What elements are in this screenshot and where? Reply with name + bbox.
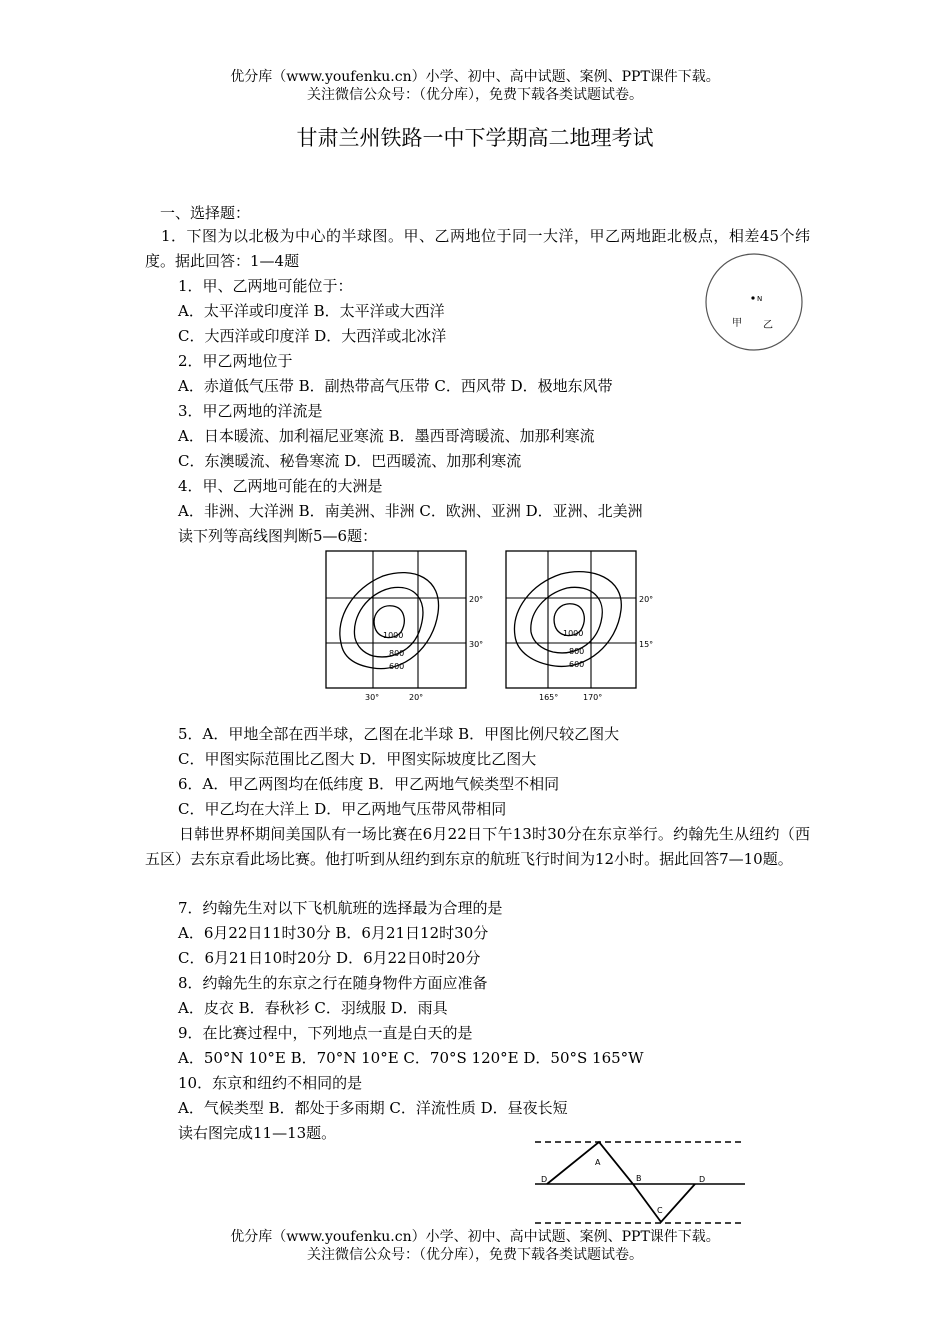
question-line: 5．A．甲地全部在西半球，乙图在北半球 B．甲图比例尺较乙图大: [178, 725, 620, 743]
question-line: 10．东京和纽约不相同的是: [178, 1074, 363, 1092]
page-footer-line1: 优分库（www.youfenku.cn）小学、初中、高中试题、案例、PPT课件下载。: [230, 1229, 720, 1245]
section-figure: [533, 1135, 748, 1230]
option-line: A．50°N 10°E B．70°N 10°E C．70°S 120°E D．50°S 165°W: [178, 1049, 644, 1067]
contour-label-1000: 1000: [383, 631, 404, 640]
question-line: 6．A．甲乙两图均在低纬度 B．甲乙两地气候类型不相同: [178, 775, 560, 793]
contour-map-right: [503, 548, 653, 708]
lat-label-mid: 15°: [639, 640, 654, 649]
option-line: C．甲乙均在大洋上 D．甲乙两地气压带风带相同: [178, 800, 507, 818]
contour-map-left: [323, 548, 484, 708]
lon-label-right: 20°: [409, 693, 424, 702]
lat-label-top: 20°: [469, 595, 484, 604]
question-line: 3．甲乙两地的洋流是: [178, 402, 323, 420]
north-pole-label: N: [757, 295, 763, 303]
hemisphere-circle: [706, 254, 802, 350]
contour-label-600: 600: [569, 660, 585, 669]
lat-label-top: 20°: [639, 595, 654, 604]
question-line: 4．甲、乙两地可能在的大洲是: [178, 477, 383, 495]
point-b-label: B: [636, 1174, 642, 1183]
page-header-line1: 优分库（www.youfenku.cn）小学、初中、高中试题、案例、PPT课件下载。: [230, 69, 720, 85]
north-pole-dot: [751, 296, 754, 299]
option-line: C．甲图实际范围比乙图大 D．甲图实际坡度比乙图大: [178, 750, 537, 768]
option-line: C．东澳暖流、秘鲁寒流 D．巴西暖流、加那利寒流: [178, 452, 522, 470]
instruction-line: 读下列等高线图判断5—6题：: [178, 527, 378, 545]
lon-label-left: 165°: [539, 693, 559, 702]
option-line: C．6月21日10时20分 D．6月22日0时20分: [178, 949, 481, 967]
point-yi-label: 乙: [763, 320, 773, 331]
hemisphere-figure: [700, 250, 810, 360]
question-1-intro: 1．下图为以北极为中心的半球图。甲、乙两地位于同一大洋，甲乙两地距北极点，相差45个纬度。据此回答：1—4题: [145, 227, 810, 270]
option-line: A．赤道低气压带 B．副热带高气压带 C．西风带 D．极地东风带: [178, 377, 613, 395]
worldcup-paragraph: 日韩世界杯期间美国队有一场比赛在6月22日下午13时30分在东京举行。约翰先生从纽约（西五区）去东京看此场比赛。他打听到从纽约到东京的航班飞行时间为12小时。据此回答7—10题。: [145, 825, 810, 868]
instruction-line: 读右图完成11—13题。: [178, 1124, 337, 1142]
question-line: 7．约翰先生对以下飞机航班的选择最为合理的是: [178, 899, 503, 917]
option-line: A．6月22日11时30分 B．6月21日12时30分: [178, 924, 489, 942]
contour-label-800: 800: [569, 647, 585, 656]
question-line: 2．甲乙两地位于: [178, 352, 293, 370]
point-a-label: A: [595, 1158, 601, 1167]
question-line: 1．甲、乙两地可能位于：: [178, 277, 353, 295]
option-line: A．日本暖流、加利福尼亚寒流 B．墨西哥湾暖流、加那利寒流: [178, 427, 595, 445]
point-d-label: D: [541, 1175, 548, 1184]
question-line: 9．在比赛过程中，下列地点一直是白天的是: [178, 1024, 473, 1042]
option-line: A．气候类型 B．都处于多雨期 C．洋流性质 D．昼夜长短: [178, 1099, 568, 1117]
contour-label-1000: 1000: [563, 629, 584, 638]
lat-label-mid: 30°: [469, 640, 484, 649]
point-d-label: D: [699, 1175, 706, 1184]
page-footer-line2: 关注微信公众号：（优分库），免费下载各类试题试卷。: [307, 1247, 643, 1263]
contour-label-600: 600: [389, 662, 405, 671]
option-line: A．太平洋或印度洋 B．太平洋或大西洋: [178, 302, 445, 320]
page-header-line2: 关注微信公众号：（优分库），免费下载各类试题试卷。: [307, 87, 643, 103]
point-c-label: C: [657, 1206, 663, 1215]
point-jia-label: 甲: [732, 318, 742, 329]
section-heading: 一、选择题：: [160, 204, 251, 222]
contour-label-800: 800: [389, 649, 405, 658]
section-profile: [547, 1142, 695, 1222]
option-line: C．大西洋或印度洋 D．大西洋或北冰洋: [178, 327, 447, 345]
option-line: A．皮衣 B．春秋衫 C．羽绒服 D．雨具: [178, 999, 448, 1017]
lon-label-left: 30°: [365, 693, 380, 702]
lon-label-right: 170°: [583, 693, 603, 702]
option-line: A．非洲、大洋洲 B．南美洲、非洲 C．欧洲、亚洲 D．亚洲、北美洲: [178, 502, 643, 520]
exam-title: 甘肃兰州铁路一中下学期高二地理考试: [296, 126, 654, 150]
question-line: 8．约翰先生的东京之行在随身物件方面应准备: [178, 974, 488, 992]
